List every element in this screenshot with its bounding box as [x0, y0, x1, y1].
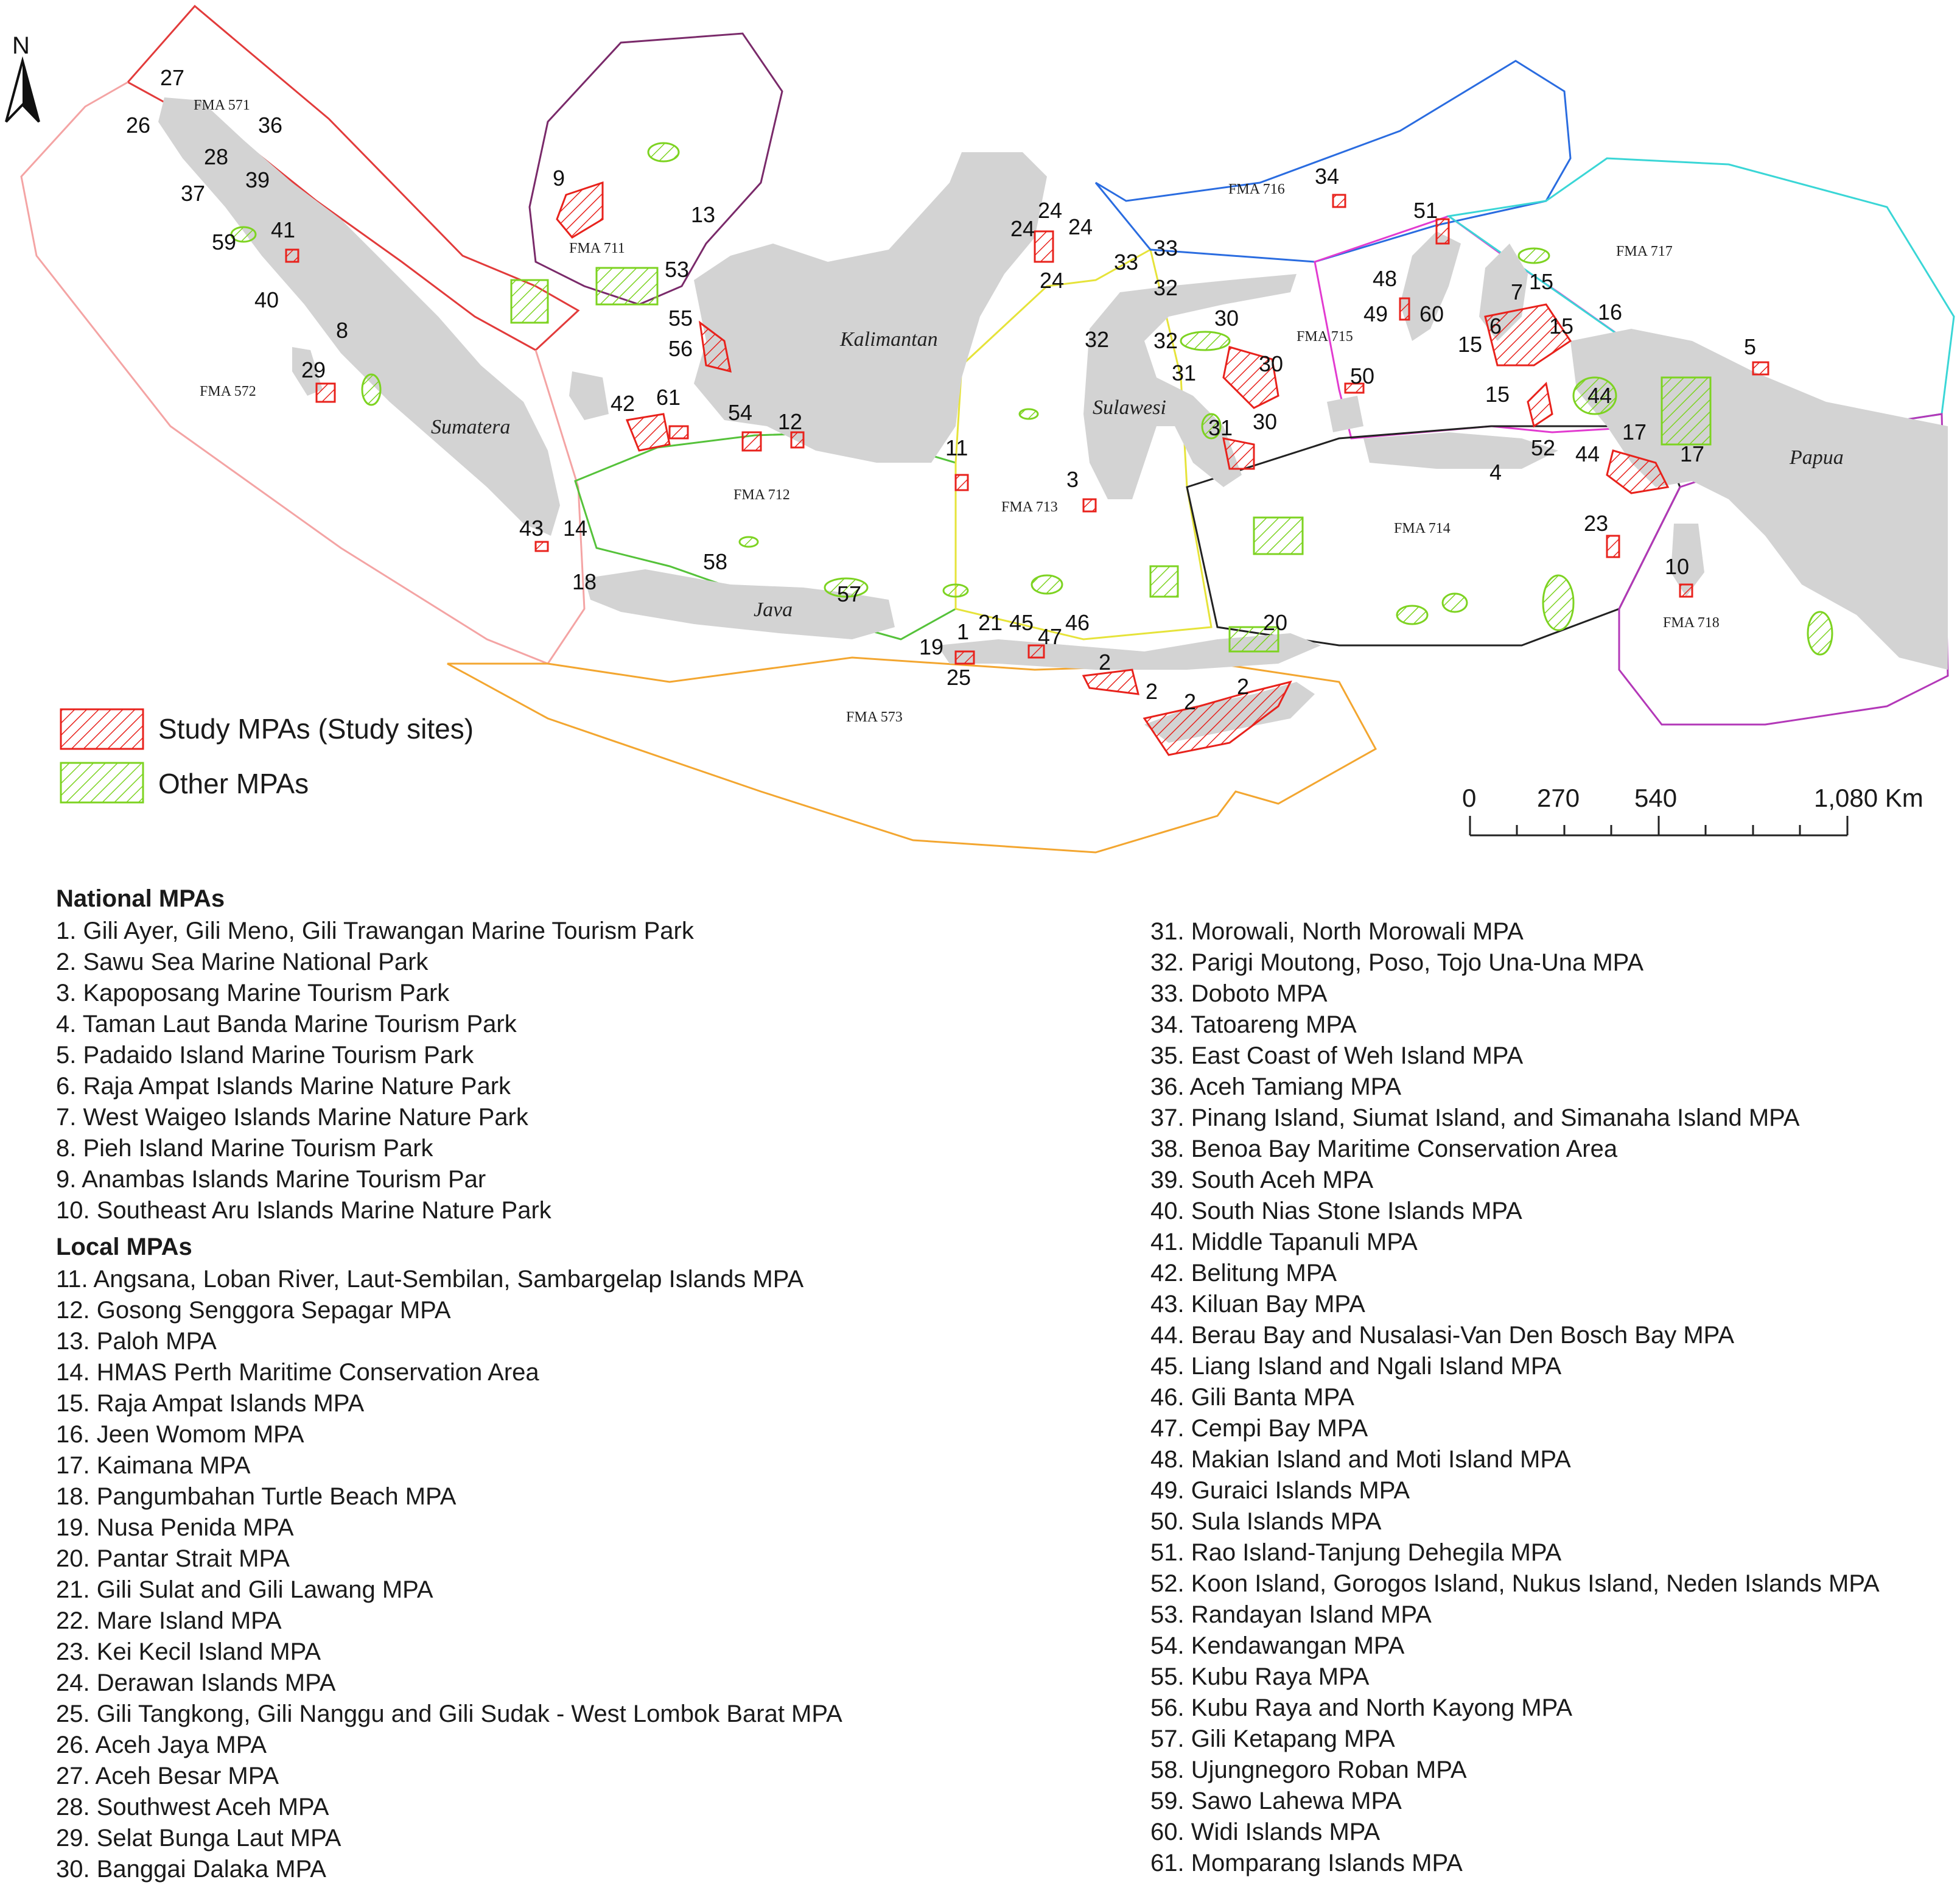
list-item: 40. South Nias Stone Islands MPA: [1150, 1198, 1522, 1224]
list-item: 45. Liang Island and Ngali Island MPA: [1150, 1353, 1562, 1380]
list-item: 8. Pieh Island Marine Tourism Park: [56, 1135, 433, 1162]
site-label: 2: [1099, 650, 1111, 675]
site-label: 36: [258, 113, 283, 138]
site-label: 28: [204, 144, 229, 169]
other-mpa: [1020, 409, 1038, 419]
list-item: 14. HMAS Perth Maritime Conservation Area: [56, 1359, 539, 1386]
site-label: 17: [1622, 419, 1647, 444]
site-label: 49: [1363, 301, 1388, 326]
site-label: 55: [668, 306, 693, 331]
indonesia-mpa-map: [0, 0, 1960, 877]
other-mpa: [1254, 518, 1303, 554]
site-label: 45: [1009, 610, 1034, 635]
list-item: 51. Rao Island-Tanjung Dehegila MPA: [1150, 1539, 1562, 1566]
study-mpa: [1035, 231, 1053, 262]
site-label: 54: [728, 400, 753, 425]
site-label: 47: [1038, 624, 1063, 649]
study-mpa: [670, 426, 688, 438]
study-mpa: [1400, 298, 1409, 320]
north-arrow: [6, 32, 39, 122]
study-mpa: [1437, 219, 1449, 244]
site-label: 30: [1259, 351, 1284, 376]
site-label: 4: [1489, 460, 1502, 485]
site-label: 18: [572, 569, 597, 594]
site-label: 41: [271, 217, 296, 242]
other-mpa: [740, 537, 758, 547]
north-label: N: [12, 32, 30, 59]
list-item: 25. Gili Tangkong, Gili Nanggu and Gili Sudak - West Lombok Barat MPA: [56, 1701, 842, 1727]
site-label: 15: [1458, 332, 1483, 357]
other-mpa: [1443, 594, 1467, 612]
list-item: 11. Angsana, Loban River, Laut-Sembilan, Sambargelap Islands MPA: [56, 1266, 804, 1293]
site-label: 31: [1208, 415, 1233, 440]
list-item: 43. Kiluan Bay MPA: [1150, 1291, 1365, 1318]
site-label: 51: [1413, 198, 1438, 223]
map-legend: [61, 709, 474, 802]
local-mpa-list-right: [1150, 916, 1954, 1879]
site-label: 24: [1010, 216, 1035, 241]
study-mpa: [557, 183, 603, 237]
site-label: 52: [1531, 435, 1556, 460]
site-label: 30: [1214, 306, 1239, 331]
fma-label: FMA 715: [1297, 329, 1353, 345]
site-label: 57: [837, 581, 862, 606]
list-item: 27. Aceh Besar MPA: [56, 1763, 279, 1789]
site-label: 32: [1085, 327, 1110, 352]
site-label: 50: [1350, 363, 1375, 388]
mpa-list-left: [56, 882, 1127, 1885]
site-label: 59: [212, 230, 237, 254]
list-item: 30. Banggai Dalaka MPA: [56, 1856, 326, 1883]
island-label: Papua: [1790, 446, 1844, 469]
study-mpa: [1528, 384, 1552, 426]
legend-other-label: Other MPAs: [158, 768, 309, 799]
site-label: 15: [1549, 314, 1574, 339]
site-label: 61: [656, 385, 681, 410]
fma-label: FMA 718: [1663, 615, 1720, 631]
site-label: 12: [778, 409, 803, 434]
scale-tick-label: 0: [1462, 784, 1477, 812]
site-label: 5: [1744, 334, 1757, 359]
site-label: 43: [519, 516, 544, 541]
other-mpa: [597, 268, 657, 304]
other-mpa: [943, 584, 968, 597]
study-mpa: [1680, 584, 1692, 597]
list-item: 31. Morowali, North Morowali MPA: [1150, 918, 1524, 945]
site-label: 13: [691, 202, 716, 227]
list-item: 61. Momparang Islands MPA: [1150, 1850, 1463, 1876]
list-item: 49. Guraici Islands MPA: [1150, 1477, 1410, 1504]
list-item: 18. Pangumbahan Turtle Beach MPA: [56, 1483, 457, 1510]
site-label: 24: [1038, 198, 1063, 223]
study-mpa: [627, 414, 670, 451]
study-mpa: [1083, 499, 1096, 511]
site-label: 15: [1529, 269, 1554, 294]
scale-tick-label: 540: [1634, 784, 1678, 812]
list-item: 26. Aceh Jaya MPA: [56, 1732, 267, 1758]
list-item: 57. Gili Ketapang MPA: [1150, 1725, 1395, 1752]
national-mpa-list: [56, 916, 1127, 1226]
other-mpa: [1543, 575, 1573, 630]
study-mpa: [743, 432, 761, 451]
fma-716-boundary: [1096, 61, 1570, 262]
site-label: 20: [1263, 610, 1288, 635]
list-item: 53. Randayan Island MPA: [1150, 1601, 1432, 1628]
site-label: 46: [1065, 610, 1090, 635]
study-mpa: [1223, 438, 1254, 469]
site-label: 34: [1315, 164, 1340, 189]
other-mpa: [1032, 575, 1062, 594]
site-label: 33: [1114, 250, 1139, 275]
mpa-list-right: [1150, 916, 1954, 1879]
site-label: 37: [181, 181, 206, 206]
list-item: 55. Kubu Raya MPA: [1150, 1663, 1370, 1690]
site-label: 39: [245, 167, 270, 192]
site-label: 23: [1584, 511, 1609, 536]
site-label: 44: [1575, 441, 1600, 466]
study-mpa: [1753, 362, 1768, 374]
list-item: 48. Makian Island and Moti Island MPA: [1150, 1446, 1571, 1473]
site-label: 44: [1587, 383, 1612, 408]
list-item: 47. Cempi Bay MPA: [1150, 1415, 1368, 1442]
list-item: 1. Gili Ayer, Gili Meno, Gili Trawangan Marine Tourism Park: [56, 918, 694, 944]
list-item: 12. Gosong Senggora Sepagar MPA: [56, 1297, 451, 1324]
fma-label: FMA 712: [733, 487, 790, 503]
site-label: 26: [126, 113, 151, 138]
site-label: 48: [1373, 266, 1398, 291]
list-item: 13. Paloh MPA: [56, 1328, 217, 1355]
other-mpa: [511, 280, 548, 323]
site-label: 6: [1489, 314, 1502, 339]
site-label: 2: [1237, 674, 1250, 699]
list-item: 39. South Aceh MPA: [1150, 1167, 1374, 1193]
fma-label: FMA 571: [194, 97, 250, 113]
study-mpa: [956, 651, 974, 664]
site-label: 56: [668, 336, 693, 361]
site-label: 21: [978, 610, 1003, 635]
site-label: 27: [160, 65, 185, 90]
list-item: 24. Derawan Islands MPA: [56, 1669, 336, 1696]
list-item: 9. Anambas Islands Marine Tourism Par: [56, 1166, 486, 1193]
fma-label: FMA 713: [1001, 499, 1058, 515]
island-label: Sumatera: [431, 416, 511, 438]
site-label: 60: [1419, 301, 1444, 326]
list-item: 32. Parigi Moutong, Poso, Tojo Una-Una MPA: [1150, 949, 1644, 976]
local-mpas-heading: Local MPAs: [56, 1234, 192, 1260]
site-label: 31: [1172, 360, 1197, 385]
other-mpa: [1150, 566, 1178, 597]
fma-label: FMA 573: [846, 709, 903, 725]
other-mpa: [1397, 606, 1427, 624]
list-item: 4. Taman Laut Banda Marine Tourism Park: [56, 1011, 517, 1037]
study-mpa: [1607, 536, 1619, 557]
other-mpa: [362, 374, 380, 405]
island-label: Sulawesi: [1093, 396, 1166, 419]
site-label: 10: [1665, 554, 1690, 579]
site-label: 25: [947, 665, 971, 690]
site-label: 2: [1184, 689, 1197, 714]
site-label: 32: [1153, 275, 1178, 300]
other-mpa: [1808, 612, 1832, 655]
list-item: 16. Jeen Womom MPA: [56, 1421, 304, 1448]
list-item: 36. Aceh Tamiang MPA: [1150, 1073, 1402, 1100]
list-item: 60. Widi Islands MPA: [1150, 1819, 1381, 1845]
study-mpa: [536, 542, 548, 551]
site-label: 30: [1253, 409, 1278, 434]
list-item: 20. Pantar Strait MPA: [56, 1545, 290, 1572]
site-label: 32: [1153, 328, 1178, 353]
study-mpa: [956, 475, 968, 490]
scale-bar: [1462, 784, 1923, 835]
site-label: 17: [1680, 441, 1705, 466]
list-item: 59. Sawo Lahewa MPA: [1150, 1788, 1402, 1814]
list-item: 41. Middle Tapanuli MPA: [1150, 1229, 1418, 1255]
list-item: 21. Gili Sulat and Gili Lawang MPA: [56, 1576, 433, 1603]
papua-land: [1570, 329, 1948, 670]
site-label: 24: [1068, 214, 1093, 239]
site-label: 15: [1485, 382, 1510, 407]
scale-tick-label: 1,080 Km: [1814, 784, 1923, 812]
list-item: 37. Pinang Island, Siumat Island, and Simanaha Island MPA: [1150, 1104, 1800, 1131]
list-item: 6. Raja Ampat Islands Marine Nature Park: [56, 1073, 511, 1100]
list-item: 50. Sula Islands MPA: [1150, 1508, 1382, 1535]
study-mpa-swatch: [61, 709, 143, 749]
local-mpa-list-left: [56, 1264, 1127, 1885]
list-item: 33. Doboto MPA: [1150, 980, 1328, 1007]
list-item: 54. Kendawangan MPA: [1150, 1632, 1405, 1659]
list-item: 15. Raja Ampat Islands MPA: [56, 1390, 365, 1417]
other-mpa: [1181, 332, 1230, 350]
scale-tick-label: 270: [1537, 784, 1580, 812]
list-item: 7. West Waigeo Islands Marine Nature Park: [56, 1104, 528, 1131]
island-label: Kalimantan: [840, 328, 938, 351]
site-label: 11: [945, 435, 968, 460]
list-item: 29. Selat Bunga Laut MPA: [56, 1825, 341, 1852]
site-label: 33: [1153, 236, 1178, 261]
site-label: 1: [957, 619, 970, 644]
other-mpa-swatch: [61, 763, 143, 802]
list-item: 23. Kei Kecil Island MPA: [56, 1638, 321, 1665]
list-item: 3. Kapoposang Marine Tourism Park: [56, 980, 450, 1006]
fma-label: FMA 716: [1228, 181, 1285, 197]
site-label: 19: [919, 634, 944, 659]
list-item: 17. Kaimana MPA: [56, 1452, 251, 1479]
fma-label: FMA 572: [200, 384, 256, 399]
site-label: 9: [553, 166, 565, 191]
list-item: 46. Gili Banta MPA: [1150, 1384, 1354, 1411]
site-label: 29: [301, 357, 326, 382]
site-label: 58: [703, 549, 728, 574]
list-item: 58. Ujungnegoro Roban MPA: [1150, 1757, 1467, 1783]
study-mpa: [317, 384, 335, 402]
list-item: 10. Southeast Aru Islands Marine Nature Park: [56, 1197, 551, 1224]
list-item: 56. Kubu Raya and North Kayong MPA: [1150, 1694, 1573, 1721]
study-mpa: [286, 250, 298, 262]
fma-label: FMA 714: [1394, 521, 1451, 536]
site-label: 42: [611, 391, 635, 416]
site-label: 53: [665, 257, 690, 282]
island-label: Java: [754, 598, 793, 621]
list-item: 22. Mare Island MPA: [56, 1607, 282, 1634]
study-mpa: [1333, 195, 1345, 207]
site-label: 24: [1040, 268, 1065, 293]
other-mpa: [1662, 377, 1710, 444]
site-label: 40: [254, 287, 279, 312]
fma-label: FMA 717: [1616, 244, 1673, 259]
list-item: 35. East Coast of Weh Island MPA: [1150, 1042, 1524, 1069]
list-item: 28. Southwest Aceh MPA: [56, 1794, 329, 1820]
other-mpa: [1519, 248, 1549, 263]
site-label: 14: [563, 516, 588, 541]
list-item: 52. Koon Island, Gorogos Island, Nukus Island, Neden Islands MPA: [1150, 1570, 1880, 1597]
other-mpa: [648, 143, 679, 161]
list-item: 44. Berau Bay and Nusalasi-Van Den Bosch Bay MPA: [1150, 1322, 1735, 1349]
site-label: 7: [1511, 279, 1524, 304]
site-label: 3: [1066, 467, 1079, 492]
buru-land: [1327, 396, 1363, 432]
bangka-land: [569, 371, 609, 420]
site-label: 16: [1598, 300, 1623, 325]
legend-study-label: Study MPAs (Study sites): [158, 713, 474, 745]
list-item: 2. Sawu Sea Marine National Park: [56, 949, 429, 975]
site-label: 8: [336, 318, 349, 343]
fma-label: FMA 711: [569, 240, 625, 256]
list-item: 34. Tatoareng MPA: [1150, 1011, 1357, 1038]
list-item: 42. Belitung MPA: [1150, 1260, 1337, 1286]
list-item: 5. Padaido Island Marine Tourism Park: [56, 1042, 474, 1069]
list-item: 38. Benoa Bay Maritime Conservation Area: [1150, 1136, 1618, 1162]
national-mpas-heading: National MPAs: [56, 885, 225, 912]
site-label: 2: [1146, 679, 1158, 704]
seram-land: [1363, 432, 1558, 469]
study-mpa: [791, 432, 803, 448]
list-item: 19. Nusa Penida MPA: [56, 1514, 294, 1541]
